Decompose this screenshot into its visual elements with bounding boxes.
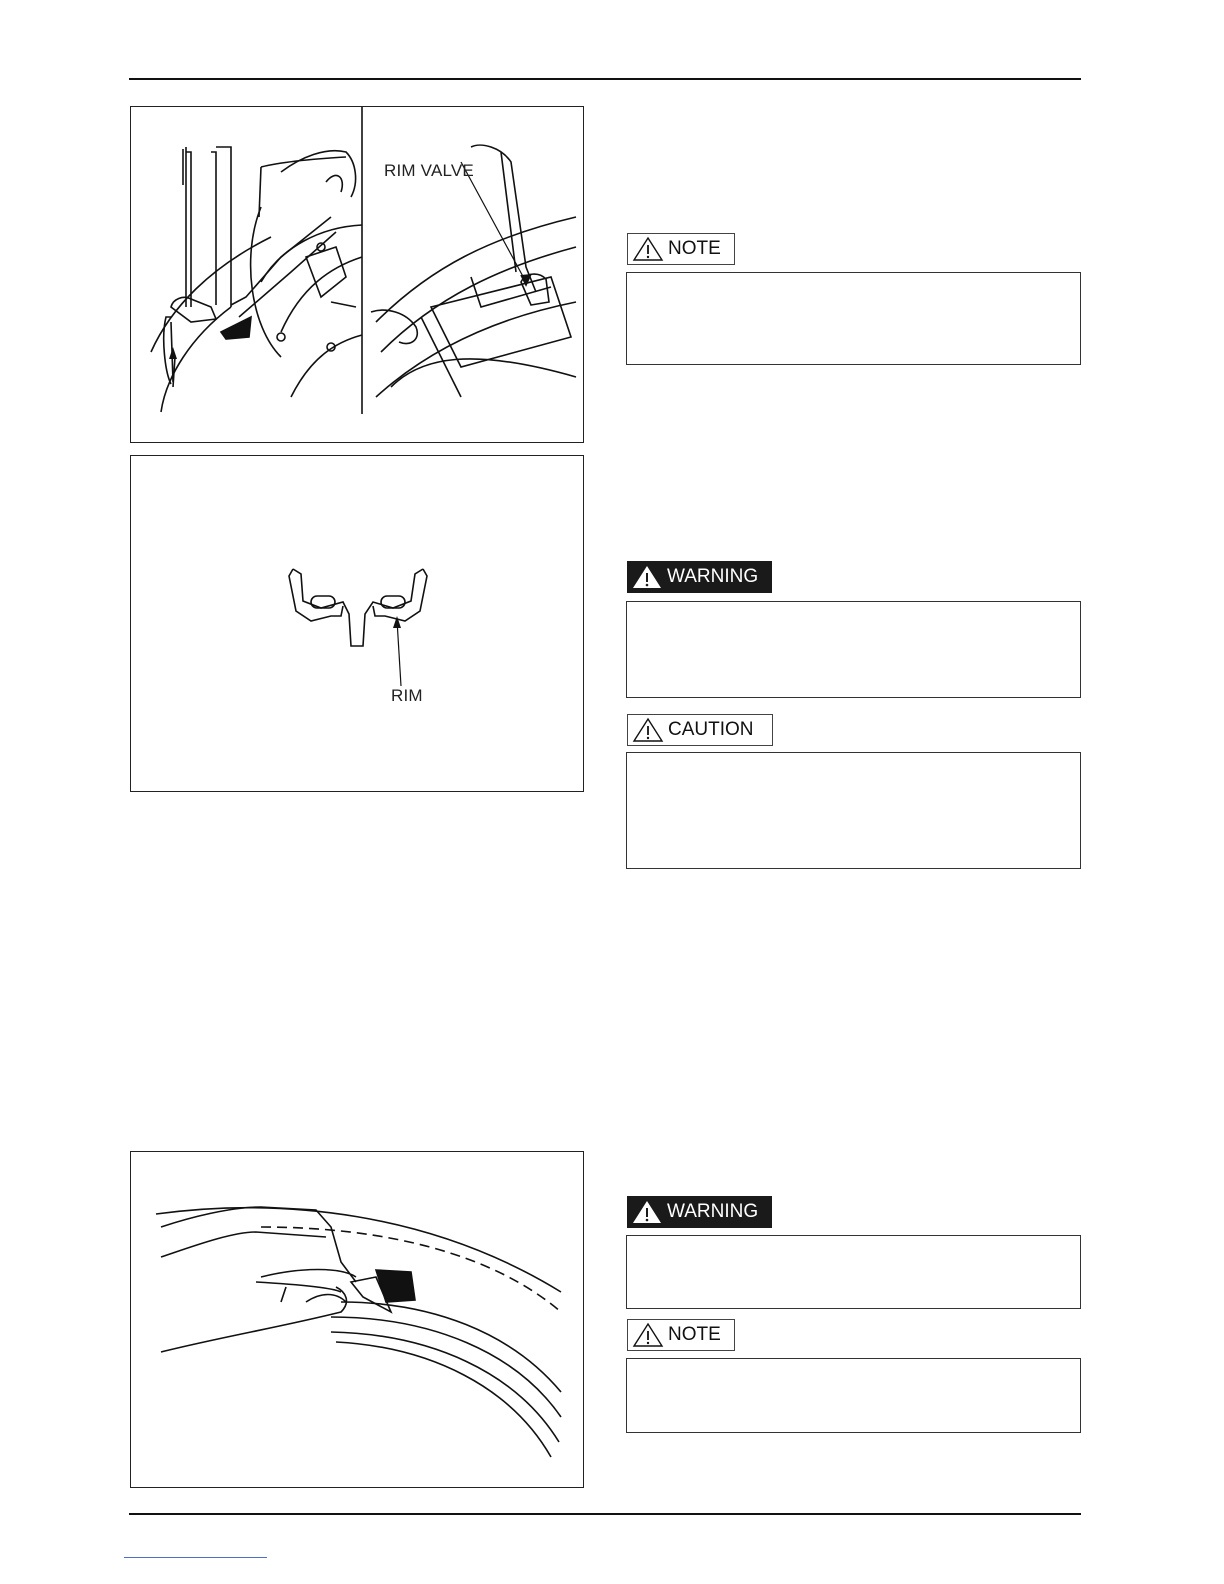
footer-link-underline[interactable] — [124, 1557, 267, 1558]
caution-box — [626, 752, 1081, 869]
warning-triangle-icon — [632, 717, 664, 743]
warning-triangle-icon — [631, 1199, 663, 1225]
header-rule — [129, 78, 1081, 80]
warning-triangle-icon — [631, 564, 663, 590]
warning-badge — [627, 1196, 772, 1228]
figure-rim-brushing — [130, 1151, 584, 1488]
rim-valve-label: RIM VALVE — [384, 161, 474, 180]
caution-badge — [627, 714, 773, 746]
warning-badge-label: WARNING — [667, 566, 759, 587]
rim-brushing-illustration — [131, 1152, 585, 1489]
note-badge-label: NOTE — [668, 238, 721, 259]
warning-badge-label: WARNING — [667, 1201, 759, 1222]
note-badge-label: NOTE — [668, 1324, 721, 1345]
note-badge — [627, 1319, 735, 1351]
warning-box — [626, 1235, 1081, 1309]
warning-box — [626, 601, 1081, 698]
note-badge — [627, 233, 735, 265]
note-box — [626, 272, 1081, 365]
warning-triangle-icon — [632, 236, 664, 262]
rim-valve-illustration — [131, 107, 585, 444]
figure-rim-valve — [130, 106, 584, 443]
rim-label: RIM — [391, 686, 423, 705]
figure-rim-profile — [130, 455, 584, 792]
caution-badge-label: CAUTION — [668, 719, 754, 740]
warning-triangle-icon — [632, 1322, 664, 1348]
warning-badge — [627, 561, 772, 593]
rim-profile-illustration — [131, 456, 585, 793]
note-box — [626, 1358, 1081, 1433]
footer-rule — [129, 1513, 1081, 1515]
